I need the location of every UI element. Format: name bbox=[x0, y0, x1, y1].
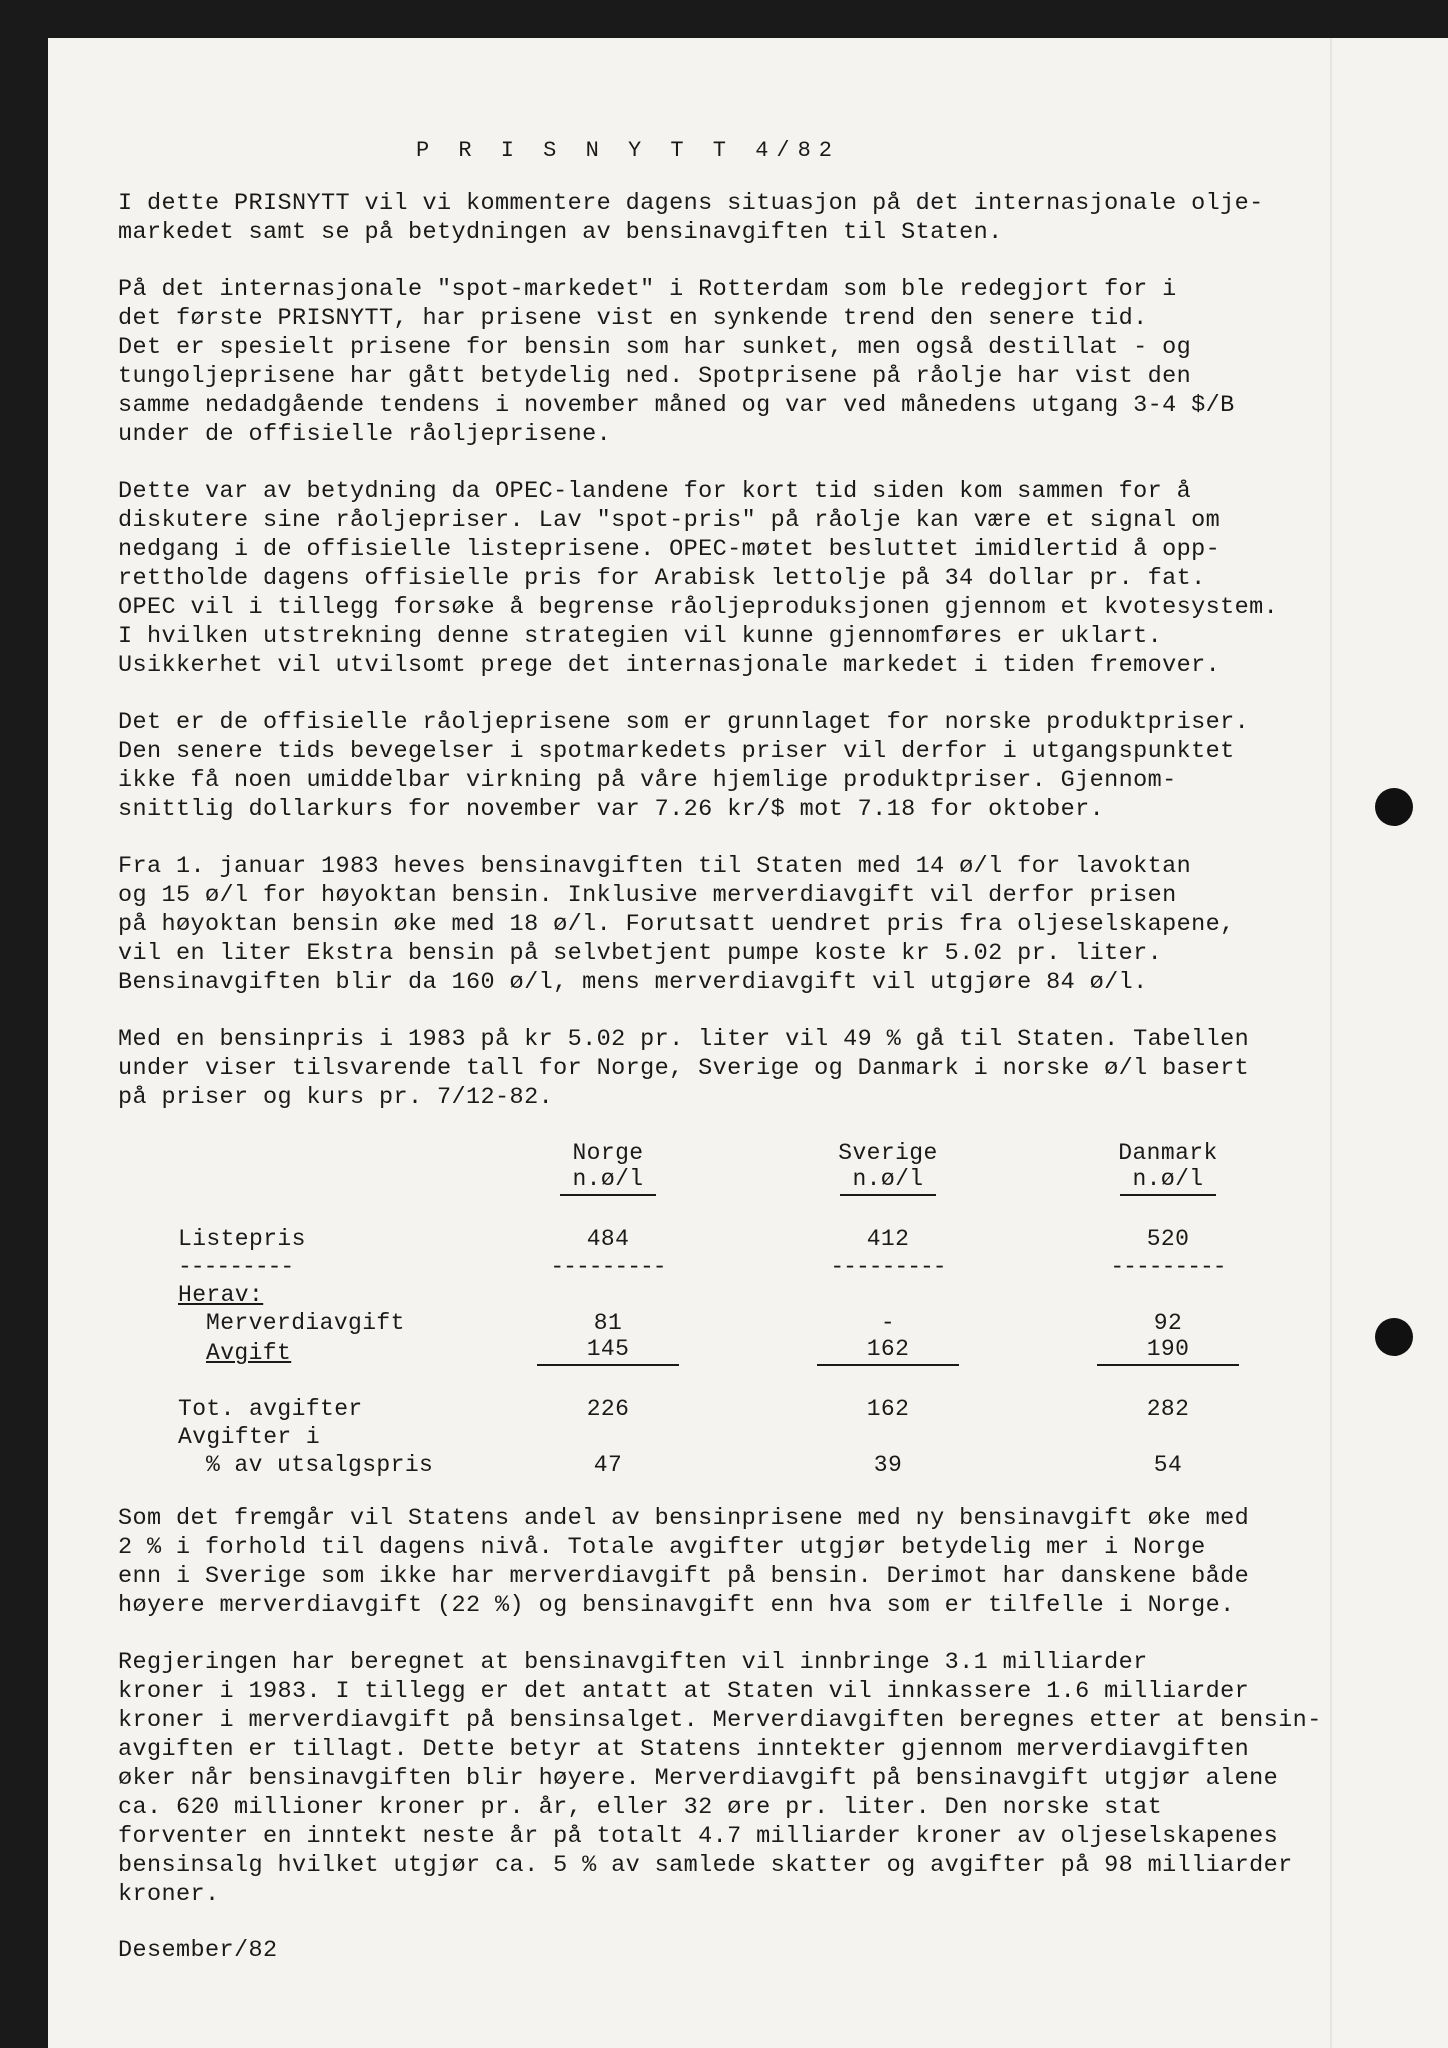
dash-separator: --------- bbox=[1110, 1254, 1226, 1280]
paragraph: Regjeringen har beregnet at bensinavgiften vil innbringe 3.1 milliarder kroner i 1983. I tillegg er det antatt at Staten vil innkassere 1.6 milliarder kroner i merverdiavgift på bensinsalget. Merverdiavgiften beregnes etter at bensin- avgiften er tillagt. Dette betyr at Statens inntekter gjennom merverdiavgiften øker når bensinavgiften blir høyere. Merverdiavgift på bensinavgift utgjør alene ca. 620 millioner kroner pr. år, eller 32 øre pr. liter. Den norske stat forventer en inntekt neste år på totalt 4.7 milliarder kroner av oljeselskapenes bensinsalg hvilket utgjør ca. 5 % av samlede skatter og avgifter på 98 milliarder kroner. bbox=[118, 1649, 1322, 1908]
column-country: Danmark bbox=[1118, 1140, 1218, 1166]
row-label: Herav: bbox=[178, 1282, 264, 1308]
table-row bbox=[178, 1336, 1308, 1366]
table-row bbox=[178, 1308, 1308, 1336]
punch-hole bbox=[1375, 1318, 1413, 1356]
paragraph: Fra 1. januar 1983 heves bensinavgiften til Staten med 14 ø/l for lavoktan og 15 ø/l for høyoktan bensin. Inklusive merverdiavgift vil derfor prisen på høyoktan bensin øke med 18 ø/l. Forutsatt uendret pris fra oljeselskapene, vil en liter Ekstra bensin på selvbetjent pumpe koste kr 5.02 pr. liter. Bensinavgiften blir da 160 ø/l, mens merverdiavgift vil utgjøre 84 ø/l. bbox=[118, 853, 1235, 996]
table-cell: 39 bbox=[873, 1452, 903, 1478]
punch-hole bbox=[1375, 788, 1413, 826]
paragraph: Dette var av betydning da OPEC-landene for kort tid siden kom sammen for å diskutere sine råoljepriser. Lav "spot-pris" på råolje kan være et signal om nedgang i de offisielle listeprisene. OPEC-møtet besluttet imidlertid å opp- rettholde dagens offisielle pris for Arabisk lettolje på 34 dollar pr. fat. OPEC vil i tillegg forsøke å begrense råoljeproduksjonen gjennom et kvotesystem. I hvilken utstrekning denne strategien vil kunne gjennomføres er uklart. Usikkerhet vil utvilsomt prege det internasjonale markedet i tiden fremover. bbox=[118, 478, 1279, 679]
table-cell: 190 bbox=[1097, 1336, 1240, 1366]
column-unit: n.ø/l bbox=[1120, 1166, 1215, 1196]
row-label: Tot. avgifter bbox=[178, 1396, 363, 1422]
document-body bbox=[118, 138, 1338, 1964]
document-page bbox=[48, 38, 1448, 2048]
table-cell: 47 bbox=[593, 1452, 623, 1478]
column-unit: n.ø/l bbox=[560, 1166, 655, 1196]
paragraph: Det er de offisielle råoljeprisene som er grunnlaget for norske produktpriser. Den senere tids bevegelser i spotmarkedets priser vil derfor i utgangspunktet ikke få noen umiddelbar virkning på våre hjemlige produktpriser. Gjennom- snittlig dollarkurs for november var 7.26 kr/$ mot 7.18 for oktober. bbox=[118, 709, 1250, 823]
table-cell: 145 bbox=[537, 1336, 680, 1366]
column-country: Sverige bbox=[838, 1140, 938, 1166]
column-country: Norge bbox=[572, 1140, 644, 1166]
table-cell: 520 bbox=[1146, 1226, 1190, 1252]
table-cell: 162 bbox=[866, 1396, 910, 1422]
table-cell: 92 bbox=[1153, 1310, 1183, 1336]
table-row bbox=[178, 1422, 1308, 1450]
table-row bbox=[178, 1252, 1308, 1280]
table-cell: 412 bbox=[866, 1226, 910, 1252]
table-cell: 54 bbox=[1153, 1452, 1183, 1478]
row-label: Avgift bbox=[206, 1340, 292, 1366]
paragraph: Som det fremgår vil Statens andel av bensinprisene med ny bensinavgift øke med 2 % i forhold til dagens nivå. Totale avgifter utgjør betydelig mer i Norge enn i Sverige som ikke har merverdiavgift på bensin. Derimot har danskene både høyere merverdiavgift (22 %) og bensinavgift enn hva som er tilfelle i Norge. bbox=[118, 1505, 1250, 1619]
document-title: P R I S N Y T T 4/82 bbox=[415, 138, 841, 163]
dash-separator: --------- bbox=[830, 1254, 946, 1280]
paragraph: På det internasjonale "spot-markedet" i Rotterdam som ble redegjort for i det første PRISNYTT, har prisene vist en synkende trend den senere tid. Det er spesielt prisene for bensin som har sunket, men også destillat - og tungoljeprisene har gått betydelig ned. Spotprisene på råolje har vist den samme nedadgående tendens i november måned og var ved månedens utgang 3-4 $/B under de offisielle råoljeprisene. bbox=[118, 276, 1235, 448]
table-row bbox=[178, 1280, 1308, 1308]
dash-separator: --------- bbox=[550, 1254, 666, 1280]
table-row bbox=[178, 1224, 1308, 1252]
table-cell: 282 bbox=[1146, 1396, 1190, 1422]
row-label: Avgifter i bbox=[178, 1424, 321, 1450]
table-cell: 81 bbox=[593, 1310, 623, 1336]
table-cell: - bbox=[880, 1310, 896, 1336]
dash-separator: --------- bbox=[178, 1254, 294, 1280]
table-header-row bbox=[178, 1140, 1308, 1196]
row-label: Merverdiavgift bbox=[206, 1310, 405, 1336]
table-row bbox=[178, 1450, 1308, 1478]
price-table bbox=[178, 1140, 1308, 1478]
table-cell: 226 bbox=[586, 1396, 630, 1422]
table-cell: 162 bbox=[817, 1336, 960, 1366]
row-label: Listepris bbox=[178, 1226, 306, 1252]
table-row bbox=[178, 1394, 1308, 1422]
row-label: % av utsalgspris bbox=[206, 1452, 434, 1478]
paragraph: Med en bensinpris i 1983 på kr 5.02 pr. liter vil 49 % gå til Staten. Tabellen under viser tilsvarende tall for Norge, Sverige og Danmark i norske ø/l basert på priser og kurs pr. 7/12-82. bbox=[118, 1026, 1250, 1111]
column-unit: n.ø/l bbox=[840, 1166, 935, 1196]
document-date: Desember/82 bbox=[118, 1937, 278, 1964]
table-cell: 484 bbox=[586, 1226, 630, 1252]
paragraph: I dette PRISNYTT vil vi kommentere dagens situasjon på det internasjonale olje- markedet samt se på betydningen av bensinavgiften til Staten. bbox=[118, 190, 1264, 246]
